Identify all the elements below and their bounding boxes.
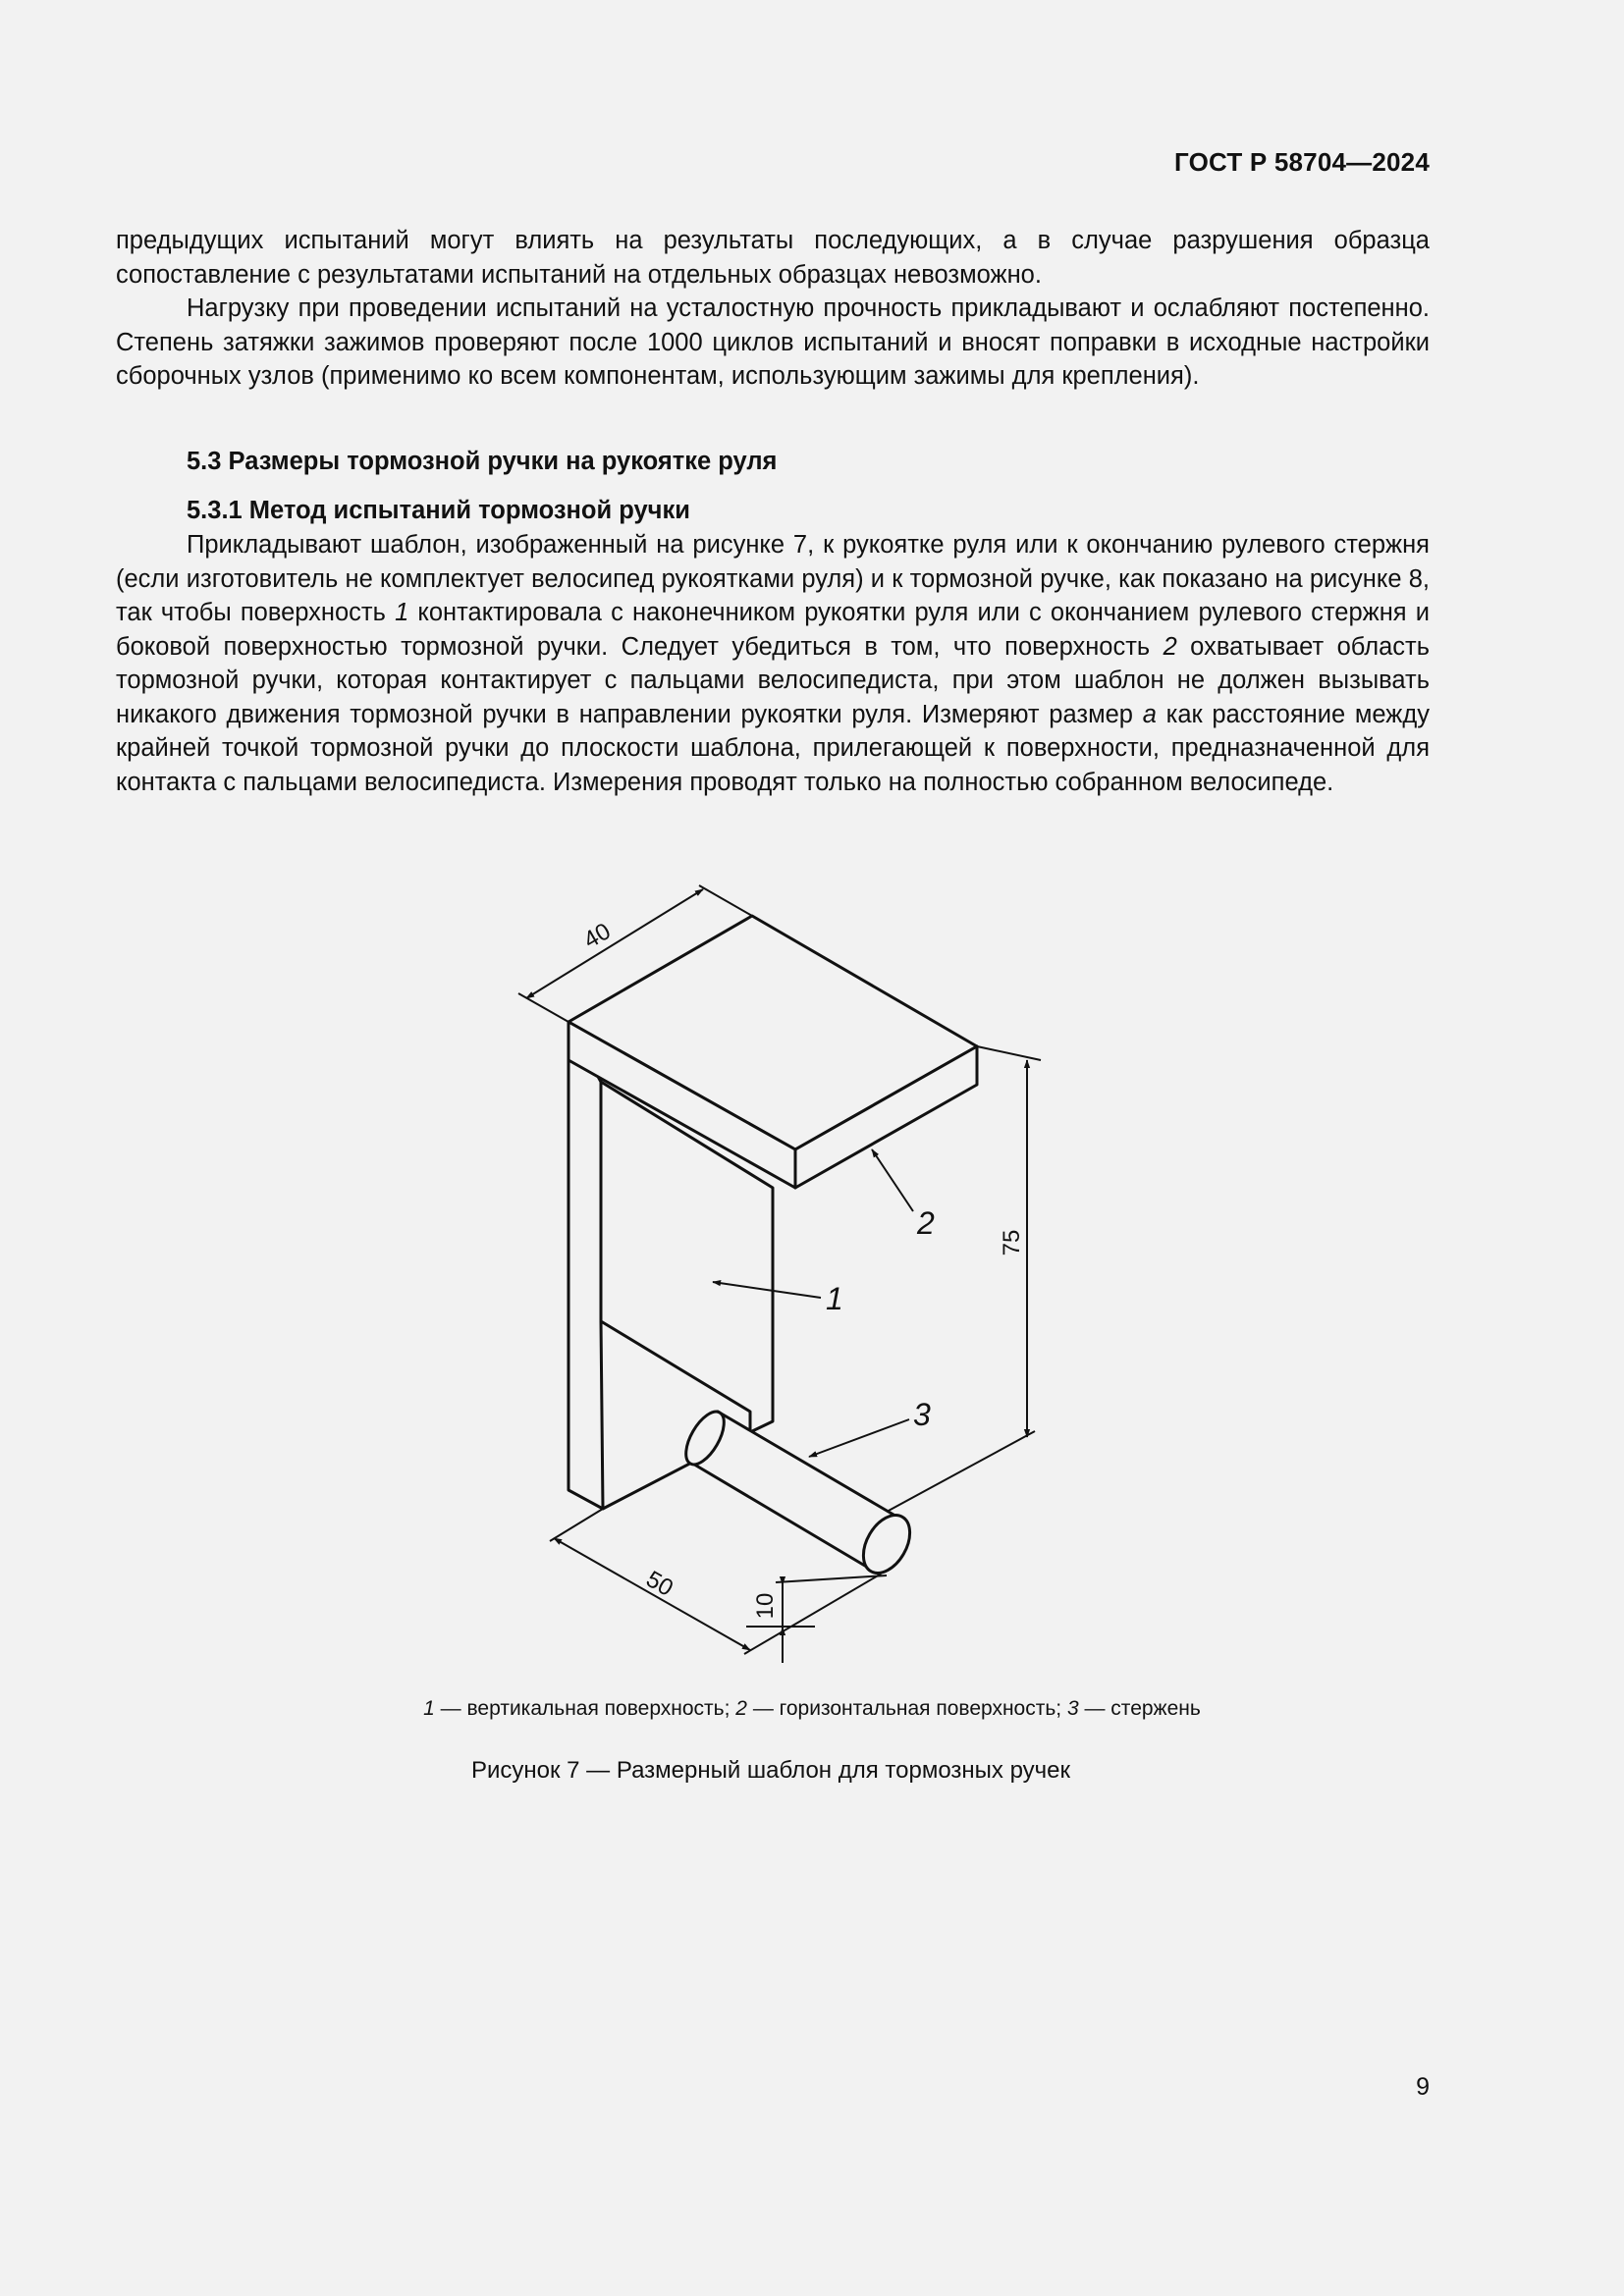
dim-40-label: 40 <box>578 918 616 954</box>
surface-ref-1: 1 <box>395 599 409 626</box>
legend-text-2: — горизонтальная поверхность; <box>746 1697 1067 1720</box>
dim-50-label: 50 <box>641 1566 678 1602</box>
paragraph-test-method <box>116 528 1430 799</box>
dim-75-extension-top <box>977 1046 1041 1060</box>
method-text-part2: контактировала с наконечником рукоятки руля или с окончанием рулевого стержня и боковой поверхностью тормозной ручки. Следует убедиться в том, что поверхность <box>116 599 1430 661</box>
callout-2-label: 2 <box>917 1205 935 1241</box>
dim-10-label: 10 <box>752 1592 779 1620</box>
legend-text-3: — стержень <box>1078 1697 1201 1720</box>
paragraph-test-method-text <box>116 528 1430 799</box>
standard-code: ГОСТ Р 58704—2024 <box>1174 147 1430 177</box>
figure-caption: Рисунок 7 — Размерный шаблон для тормозных ручек <box>470 1757 1071 1784</box>
method-text-part4: как расстояние между крайней точкой тормозной ручки до плоскости шаблона, прилегающей к поверхности, предназначенной для контакта с пальцами велосипедиста. Измерения проводят только на полностью собранном велосипеде. <box>116 700 1430 796</box>
dim-75-label: 75 <box>999 1229 1025 1256</box>
section-heading-5-3: 5.3 Размеры тормозной ручки на рукоятке руля <box>187 448 778 475</box>
legend-number-1: 1 <box>423 1697 435 1720</box>
dim-75-extension-bottom <box>887 1431 1035 1512</box>
section-heading-5-3-1: 5.3.1 Метод испытаний тормозной ручки <box>187 497 690 524</box>
callout-3-leader <box>809 1419 909 1457</box>
paragraph-continuation <box>116 224 1430 292</box>
legend-text-1: — вертикальная поверхность; <box>434 1697 736 1720</box>
dim-50-extension-left <box>550 1509 603 1541</box>
legend-number-2: 2 <box>735 1697 747 1720</box>
figure-legend <box>0 1697 1624 1721</box>
surface-ref-2: 2 <box>1163 632 1177 661</box>
method-text-part1: Прикладывают шаблон, изображенный на рисунке 7, к рукоятке руля или к окончанию рулевого стержня (если изготовитель не комплектует велосипед рукоятками руля) и к тормозной ручке, как показано на рисунке 8, так чтобы поверхность <box>116 531 1430 626</box>
callout-2-leader <box>872 1149 913 1211</box>
dimension-ref-a: a <box>1142 700 1157 728</box>
paragraph-continuation-text: предыдущих испытаний могут влиять на результаты последующих, а в случае разрушения образца сопоставление с результатами испытаний на отдельных образцах невозможно. <box>116 227 1430 289</box>
callout-3-label: 3 <box>913 1397 931 1432</box>
method-text-part3: охватывает область тормозной ручки, которая контактирует с пальцами велосипедиста, при этом шаблон не должен вызывать никакого движения тормозной ручки в направлении рукоятки руля. Измеряют размер <box>116 632 1430 728</box>
page-number: 9 <box>1416 2073 1430 2101</box>
paragraph-fatigue-load <box>116 292 1430 394</box>
dim-40-extension-right <box>699 885 752 916</box>
paragraph-fatigue-load-text: Нагрузку при проведении испытаний на усталостную прочность прикладывают и ослабляют постепенно. Степень затяжки зажимов проверяют после 1000 циклов испытаний и вносят поправки в исходные настройки сборочных узлов (применимо ко всем компонентам, использующим зажимы для крепления). <box>116 294 1430 390</box>
legend-number-3: 3 <box>1066 1697 1079 1720</box>
vertical-plate-edge <box>568 1022 603 1509</box>
brake-lever-template-drawing <box>481 874 1025 1679</box>
callout-1-label: 1 <box>826 1281 843 1316</box>
